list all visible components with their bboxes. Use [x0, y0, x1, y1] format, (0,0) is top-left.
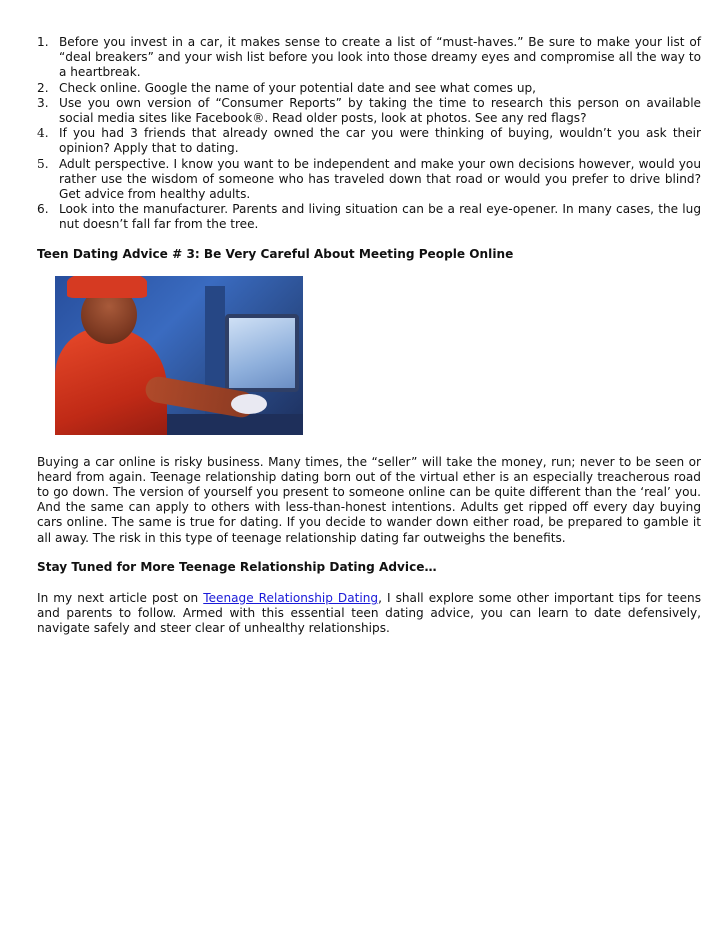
paragraph-text-after-link: , I shall explore some other important tips for teens and parents to follow. Armed with this essential teen dating advice, you can learn to date defensively, navigate safely and steer clear of unhealthy relationships.	[37, 590, 701, 636]
tips-list	[37, 35, 701, 233]
list-item-text: Check online. Google the name of your potential date and see what comes up,	[59, 80, 537, 95]
list-item	[37, 157, 701, 203]
teenage-relationship-dating-link[interactable]: Teenage Relationship Dating	[203, 590, 379, 605]
list-item-text: Adult perspective. I know you want to be independent and make your own decisions however, would you rather use the wisdom of someone who has traveled down that road or would you prefer to drive blind? Get advice from healthy adults.	[59, 156, 701, 202]
list-item-text: Before you invest in a car, it makes sense to create a list of “must-haves.” Be sure to make your list of “deal breakers” and your wish list before you look into those dreamy eyes and compromise all the way to a heartbreak.	[59, 35, 701, 80]
list-number: 5.	[37, 156, 49, 171]
list-number: 3.	[37, 95, 49, 110]
list-item	[37, 202, 701, 232]
desk-shape	[151, 414, 303, 435]
list-item-text: Look into the manufacturer. Parents and living situation can be a real eye-opener. In many cases, the lug nut doesn’t fall far from the tree.	[59, 202, 701, 232]
list-number: 4.	[37, 126, 49, 141]
document-page	[37, 35, 701, 636]
list-item	[37, 126, 701, 156]
section-heading-online: Teen Dating Advice # 3: Be Very Careful About Meeting People Online	[37, 246, 514, 261]
list-item	[37, 35, 701, 81]
section-heading-stay-tuned: Stay Tuned for More Teenage Relationship Dating Advice…	[37, 559, 437, 574]
computer-monitor-shape	[225, 314, 299, 392]
list-item-text: If you had 3 friends that already owned the car you were thinking of buying, wouldn’t you ask their opinion? Apply that to dating.	[59, 126, 701, 156]
list-item-text: Use you own version of “Consumer Reports” by taking the time to research this person on available social media sites like Facebook®. Read older posts, look at photos. See any red flags?	[59, 95, 701, 126]
list-number: 6.	[37, 202, 49, 217]
list-item	[37, 96, 701, 126]
list-number: 2.	[37, 80, 49, 95]
list-number: 1.	[37, 35, 49, 49]
paragraph-next-article	[37, 591, 701, 637]
red-cap-shape	[67, 276, 147, 298]
teen-at-computer-photo	[55, 276, 303, 435]
paragraph-text-before-link: In my next article post on	[37, 590, 204, 605]
paragraph-online-risk: Buying a car online is risky business. Many times, the “seller” will take the money, run; never to be seen or heard from again. Teenage relationship dating born out of the virtual ether is an especially treacherous road to go down. The version of yourself you present to someone online can be quite different than the ‘real’ you. And the same can apply to others with less-than-honest intentions. Adults get ripped off every day buying cars online. The same is true for dating. If you decide to wander down either road, be prepared to gamble it all away. The risk in this type of teenage relationship dating far outweighs the benefits.	[37, 454, 701, 545]
list-item	[37, 81, 701, 96]
mouse-hand-shape	[231, 394, 267, 414]
